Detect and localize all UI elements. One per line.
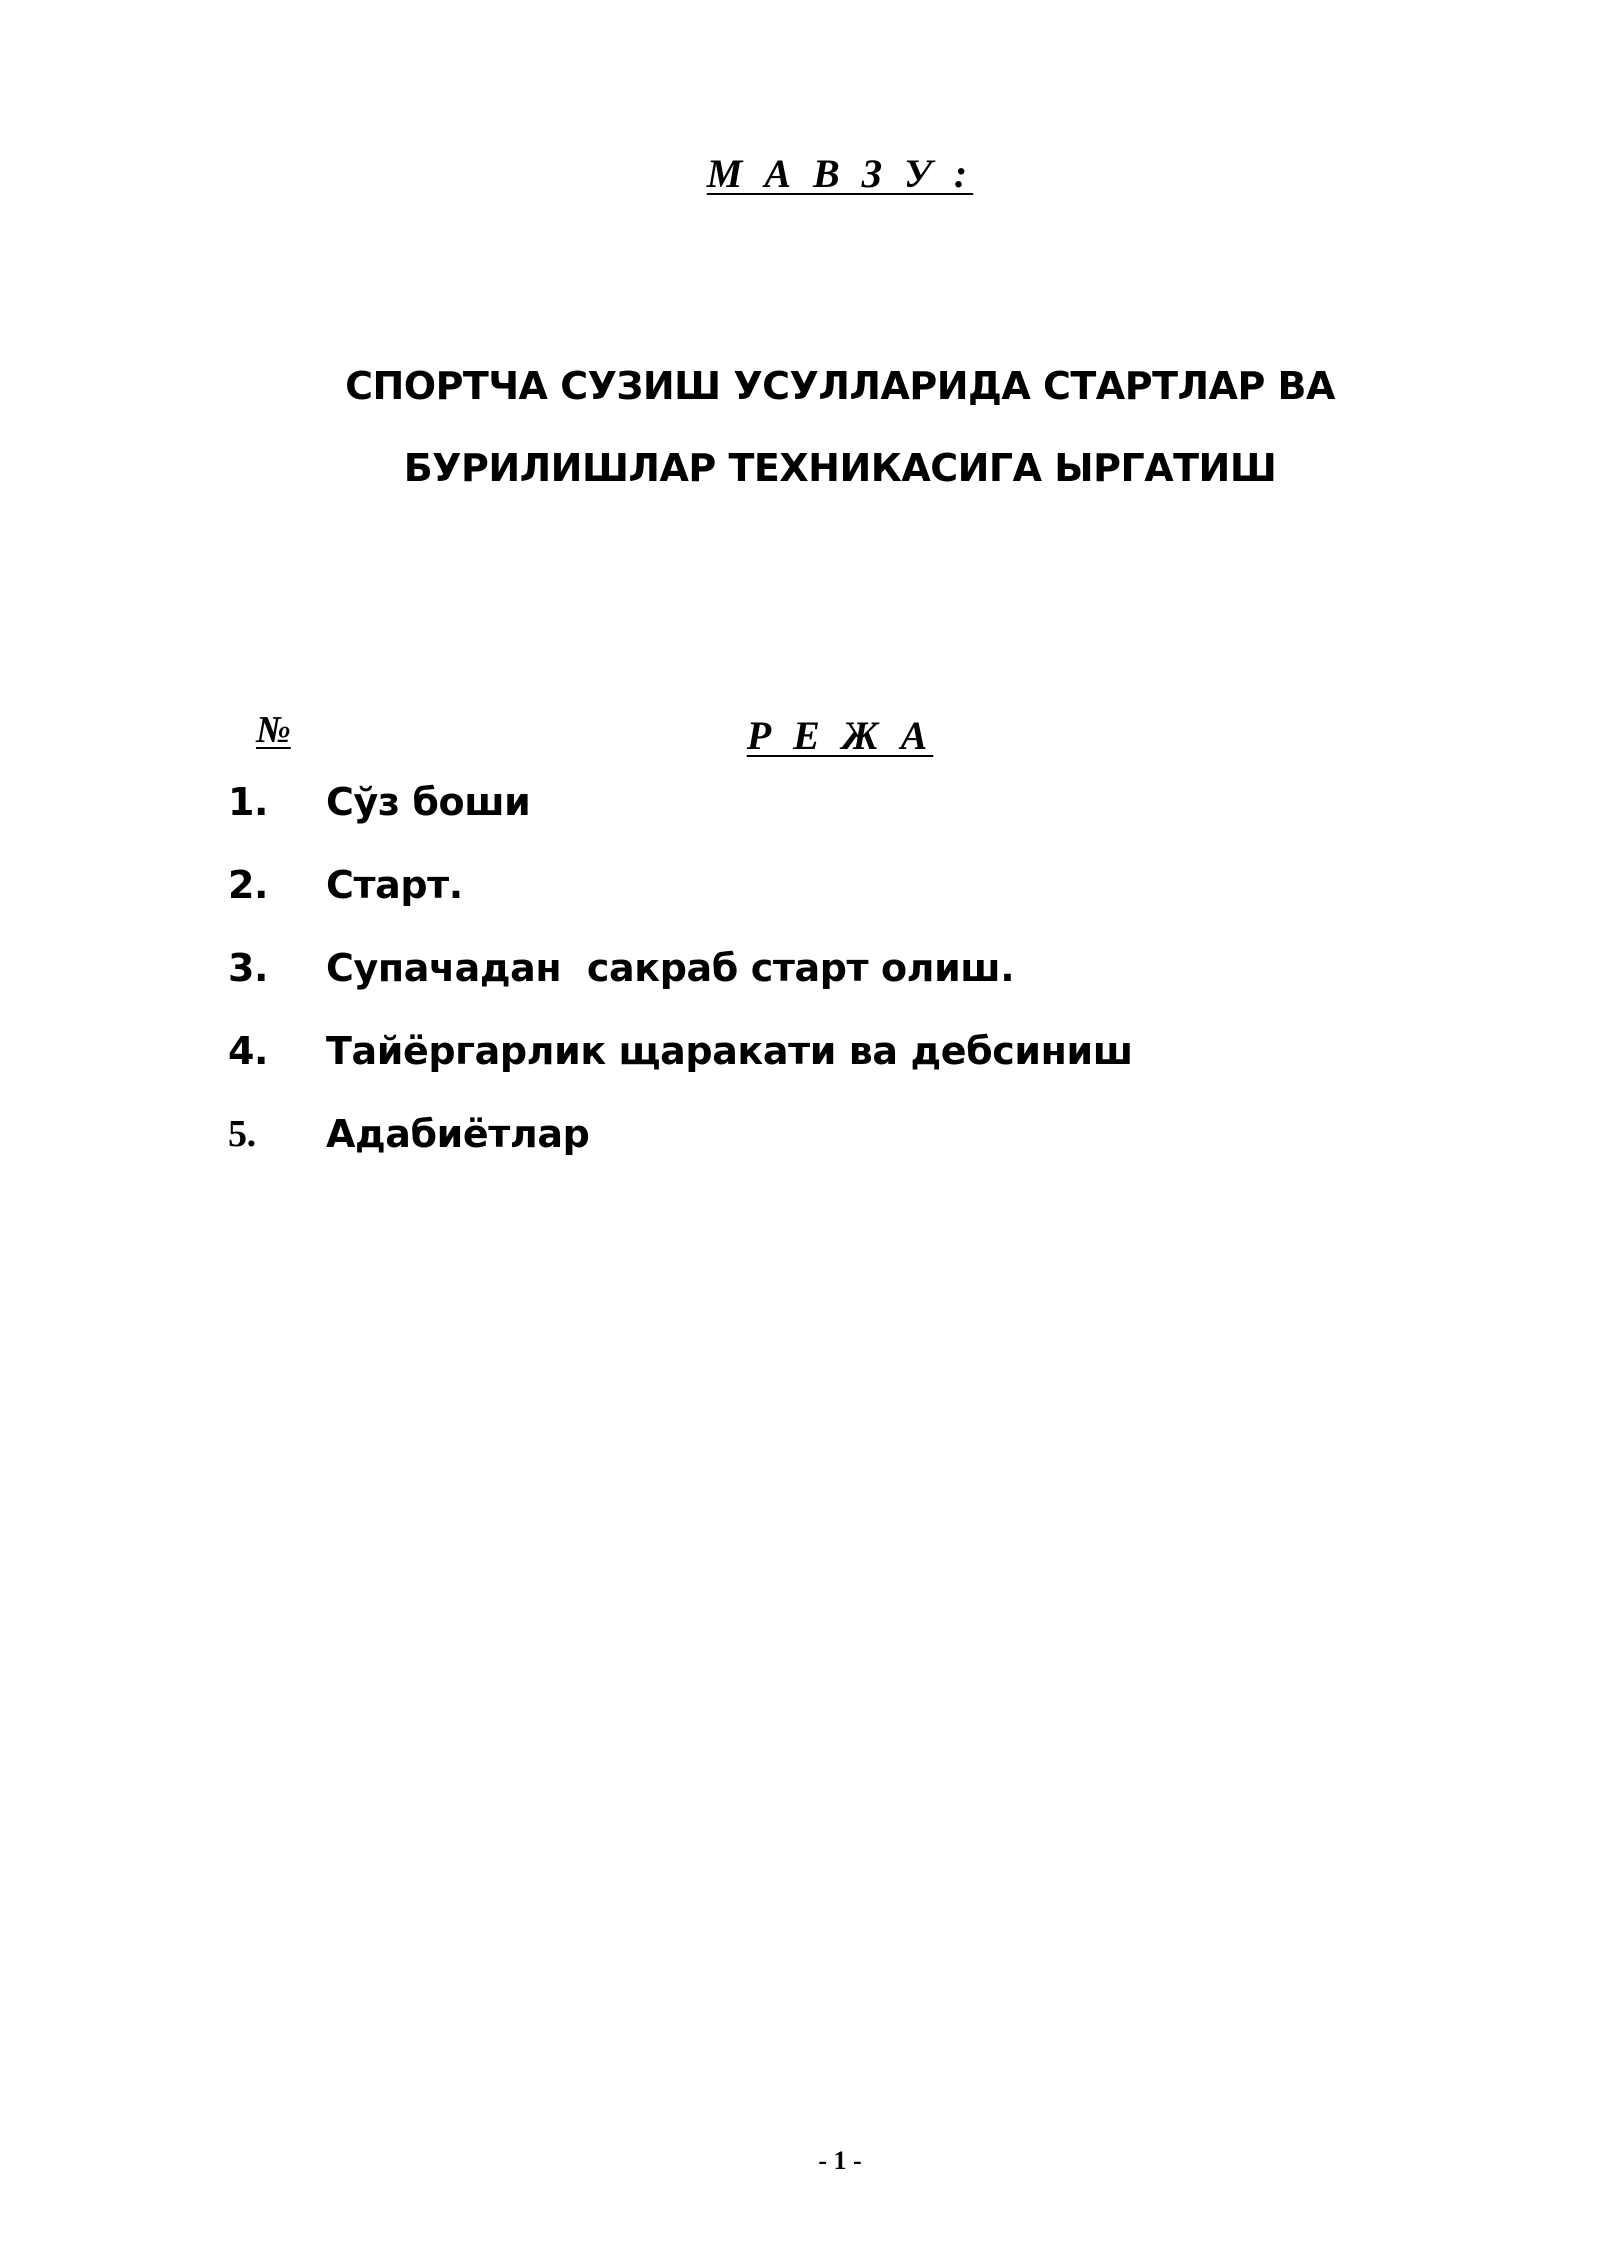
plan-item-number: 1. [228, 780, 269, 824]
page-number: - 1 - [818, 2146, 862, 2175]
title-line-2: БУРИЛИШЛАР ТЕХНИКАСИГА ЫРГАТИШ [403, 446, 1277, 490]
plan-item [228, 863, 1428, 946]
plan-item [228, 1112, 1428, 1195]
plan-heading: Р Е Ж А [746, 713, 934, 758]
title-line-1: СПОРТЧА СУЗИШ УСУЛЛАРИДА СТАРТЛАР ВА [345, 364, 1335, 408]
plan-item-text: Сўз боши [326, 780, 531, 824]
plan-item-text: Тайёргарлик щаракати ва дебсиниш [326, 1029, 1133, 1073]
plan-list [228, 780, 1428, 1195]
plan-item-number: 4. [228, 1029, 269, 1073]
plan-item-number: 2. [228, 863, 269, 907]
plan-item-number: 3. [228, 946, 269, 990]
plan-item [228, 1029, 1428, 1112]
topic-label: М А В З У : [706, 151, 974, 196]
plan-item [228, 780, 1428, 863]
plan-number-header: № [256, 709, 291, 751]
plan-item-number: 5. [228, 1113, 256, 1155]
plan-item-text: Старт. [326, 863, 463, 907]
plan-item [228, 946, 1428, 1029]
plan-item-text: Адабиётлар [326, 1112, 590, 1156]
plan-item-text: Супачадан сакраб старт олиш. [326, 946, 1015, 990]
